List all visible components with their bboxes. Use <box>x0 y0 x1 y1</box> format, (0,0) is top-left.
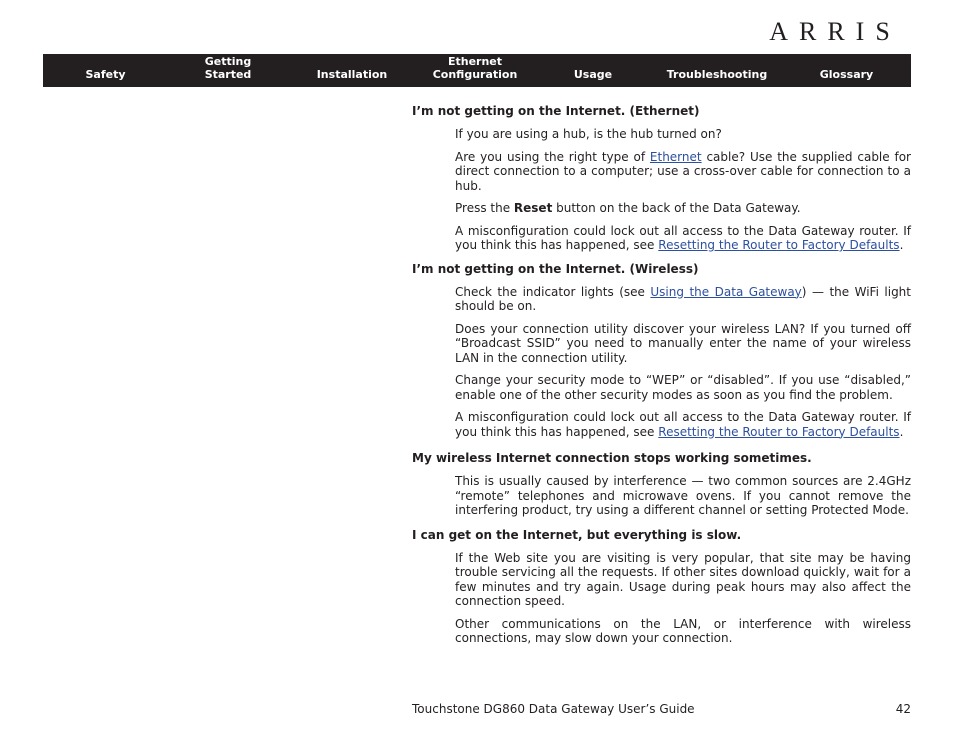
nav-label-line1: Ethernet <box>447 55 503 68</box>
paragraph-text: Other communications on the LAN, or interference with wireless connections, may slow down your connection. <box>455 616 911 645</box>
question-heading: I’m not getting on the Internet. (Ethernet) <box>412 104 700 118</box>
nav-label-line2: Safety <box>85 68 126 81</box>
nav-usage[interactable] <box>534 54 652 87</box>
paragraph-text: Press the <box>455 201 514 215</box>
nav-label-line2: Troubleshooting <box>666 68 768 81</box>
paragraph-text: cable? Use the supplied cable for direct connection to a computer; use a cross-over cable for connection to a hub. <box>455 149 911 193</box>
paragraph-text: Change your security mode to “WEP” or “disabled”. If you use “disabled,” enable one of the other security modes as soon as you find the problem. <box>455 373 911 402</box>
nav-installation[interactable] <box>288 54 416 87</box>
footer-guide-title: Touchstone DG860 Data Gateway User’s Guide <box>412 702 695 716</box>
reset-router-defaults-link[interactable]: Resetting the Router to Factory Defaults <box>658 424 900 439</box>
reset-router-defaults-link[interactable]: Resetting the Router to Factory Defaults <box>658 238 900 252</box>
nav-label-line1: Getting <box>204 55 252 68</box>
nav-safety[interactable] <box>43 54 168 87</box>
answer-paragraph <box>455 322 911 366</box>
paragraph-text: Does your connection utility discover your wireless LAN? If you turned off “Broadcast SSID” you need to manually enter the name of your wireless LAN in the connection utility. <box>455 321 911 365</box>
answer-paragraph <box>455 127 911 142</box>
nav-getting-started[interactable] <box>168 54 288 87</box>
nav-troubleshooting[interactable] <box>652 54 782 87</box>
answer-paragraph <box>455 410 911 439</box>
answer-paragraph <box>455 474 911 518</box>
top-navigation-bar <box>43 54 911 87</box>
paragraph-text: . <box>899 424 904 439</box>
nav-label-line2: Installation <box>316 68 388 81</box>
nav-ethernet-configuration[interactable] <box>416 54 534 87</box>
question-heading: My wireless Internet connection stops working sometimes. <box>412 451 812 465</box>
nav-label-line2: Glossary <box>819 68 874 81</box>
paragraph-text: . <box>899 238 904 252</box>
paragraph-text: If the Web site you are visiting is very popular, that site may be having trouble servicing all the requests. If other sites download quickly, wait for a few minutes and try again. Usage during peak hours may also affect the connection speed. <box>455 550 911 608</box>
paragraph-text: button on the back of the Data Gateway. <box>552 201 801 215</box>
paragraph-text: A misconfiguration could lock out all access to the Data Gateway router. If you think this has happened, see <box>455 410 911 439</box>
answer-paragraph <box>455 285 911 314</box>
nav-label-line2: Started <box>204 68 252 81</box>
answer-paragraph <box>455 551 911 609</box>
answer-paragraph <box>455 150 911 194</box>
paragraph-text: This is usually caused by interference — two common sources are 2.4GHz “remote” telephones and microwave ovens. If you cannot remove the interfering product, try using a different channel or setting Protected Mode. <box>455 474 911 517</box>
paragraph-text: ) — the WiFi light should be on. <box>455 284 911 313</box>
nav-glossary[interactable] <box>782 54 911 87</box>
ethernet-link[interactable]: Ethernet <box>649 149 702 164</box>
question-heading: I can get on the Internet, but everything is slow. <box>412 527 742 542</box>
answer-paragraph <box>455 224 911 253</box>
nav-label-line2: Usage <box>573 68 613 81</box>
paragraph-text: Are you using the right type of <box>455 149 650 164</box>
nav-label-line2: Configuration <box>432 68 518 81</box>
reset-button-term: Reset <box>513 201 553 215</box>
question-heading: I’m not getting on the Internet. (Wireless) <box>412 261 699 276</box>
using-data-gateway-link[interactable]: Using the Data Gateway <box>650 284 802 299</box>
answer-paragraph <box>455 201 911 216</box>
answer-paragraph <box>455 617 911 646</box>
troubleshooting-content <box>412 104 911 646</box>
paragraph-text: Check the indicator lights (see <box>455 284 651 299</box>
svg-text:ARRIS: ARRIS <box>769 18 901 44</box>
paragraph-text: A misconfiguration could lock out all access to the Data Gateway router. If you think this has happened, see <box>455 223 911 252</box>
footer-page-number: 42 <box>895 702 911 716</box>
paragraph-text: If you are using a hub, is the hub turned on? <box>455 127 722 141</box>
arris-logo <box>758 18 912 44</box>
answer-paragraph <box>455 373 911 402</box>
